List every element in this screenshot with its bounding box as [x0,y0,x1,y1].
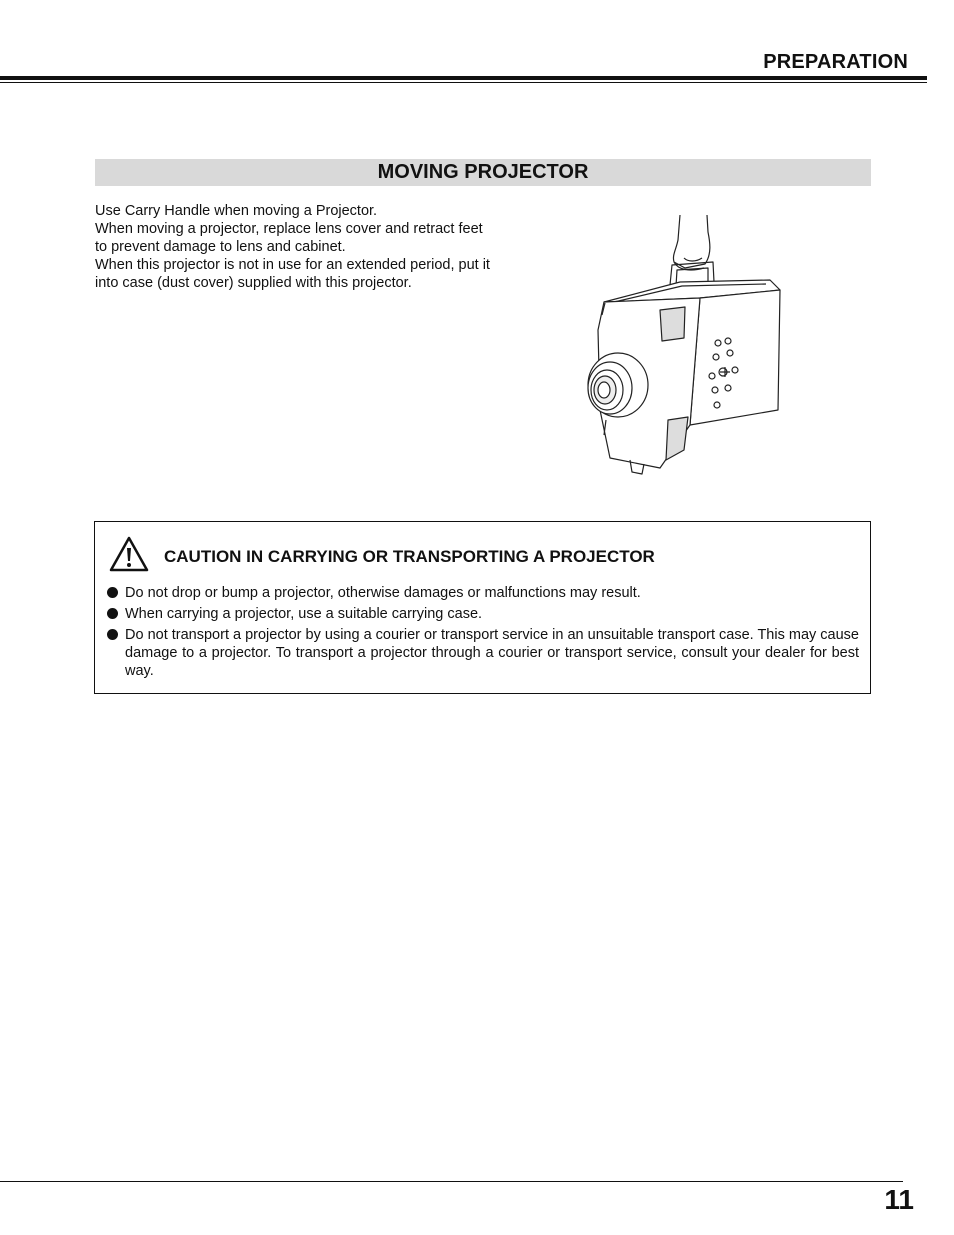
warning-triangle-icon [109,535,149,573]
caution-item [107,584,859,602]
bullet-icon [107,629,118,640]
footer-rule [0,1181,903,1182]
caution-item [107,605,859,623]
intro-text [95,202,495,292]
section-header-title: PREPARATION [763,51,908,73]
bullet-icon [107,587,118,598]
caution-list [107,584,859,683]
caution-title: CAUTION IN CARRYING OR TRANSPORTING A PROJECTOR [164,547,655,566]
caution-box [94,521,871,694]
intro-line: When this projector is not in use for an extended period, put it into case (dust cover) supplied with this projector. [95,257,490,291]
page-number: 11 [884,1184,914,1215]
header-rule [0,76,927,80]
section-title-bar [95,159,871,186]
caution-item-text: Do not transport a projector by using a courier or transport service in an unsuitable transport case. This may cause damage to a projector. To transport a projector through a courier or transport service, consult your dealer for best way. [125,627,859,679]
projector-illustration [580,210,785,478]
intro-line: When moving a projector, replace lens cover and retract feet to prevent damage to lens and cabinet. [95,221,483,255]
caution-item-text: When carrying a projector, use a suitable carrying case. [125,606,483,622]
section-title: MOVING PROJECTOR [377,161,589,183]
caution-item [107,626,859,680]
bullet-icon [107,608,118,619]
header-rule-thin [0,82,927,83]
caution-item-text: Do not drop or bump a projector, otherwise damages or malfunctions may result. [125,585,641,601]
intro-line: Use Carry Handle when moving a Projector. [95,203,378,219]
